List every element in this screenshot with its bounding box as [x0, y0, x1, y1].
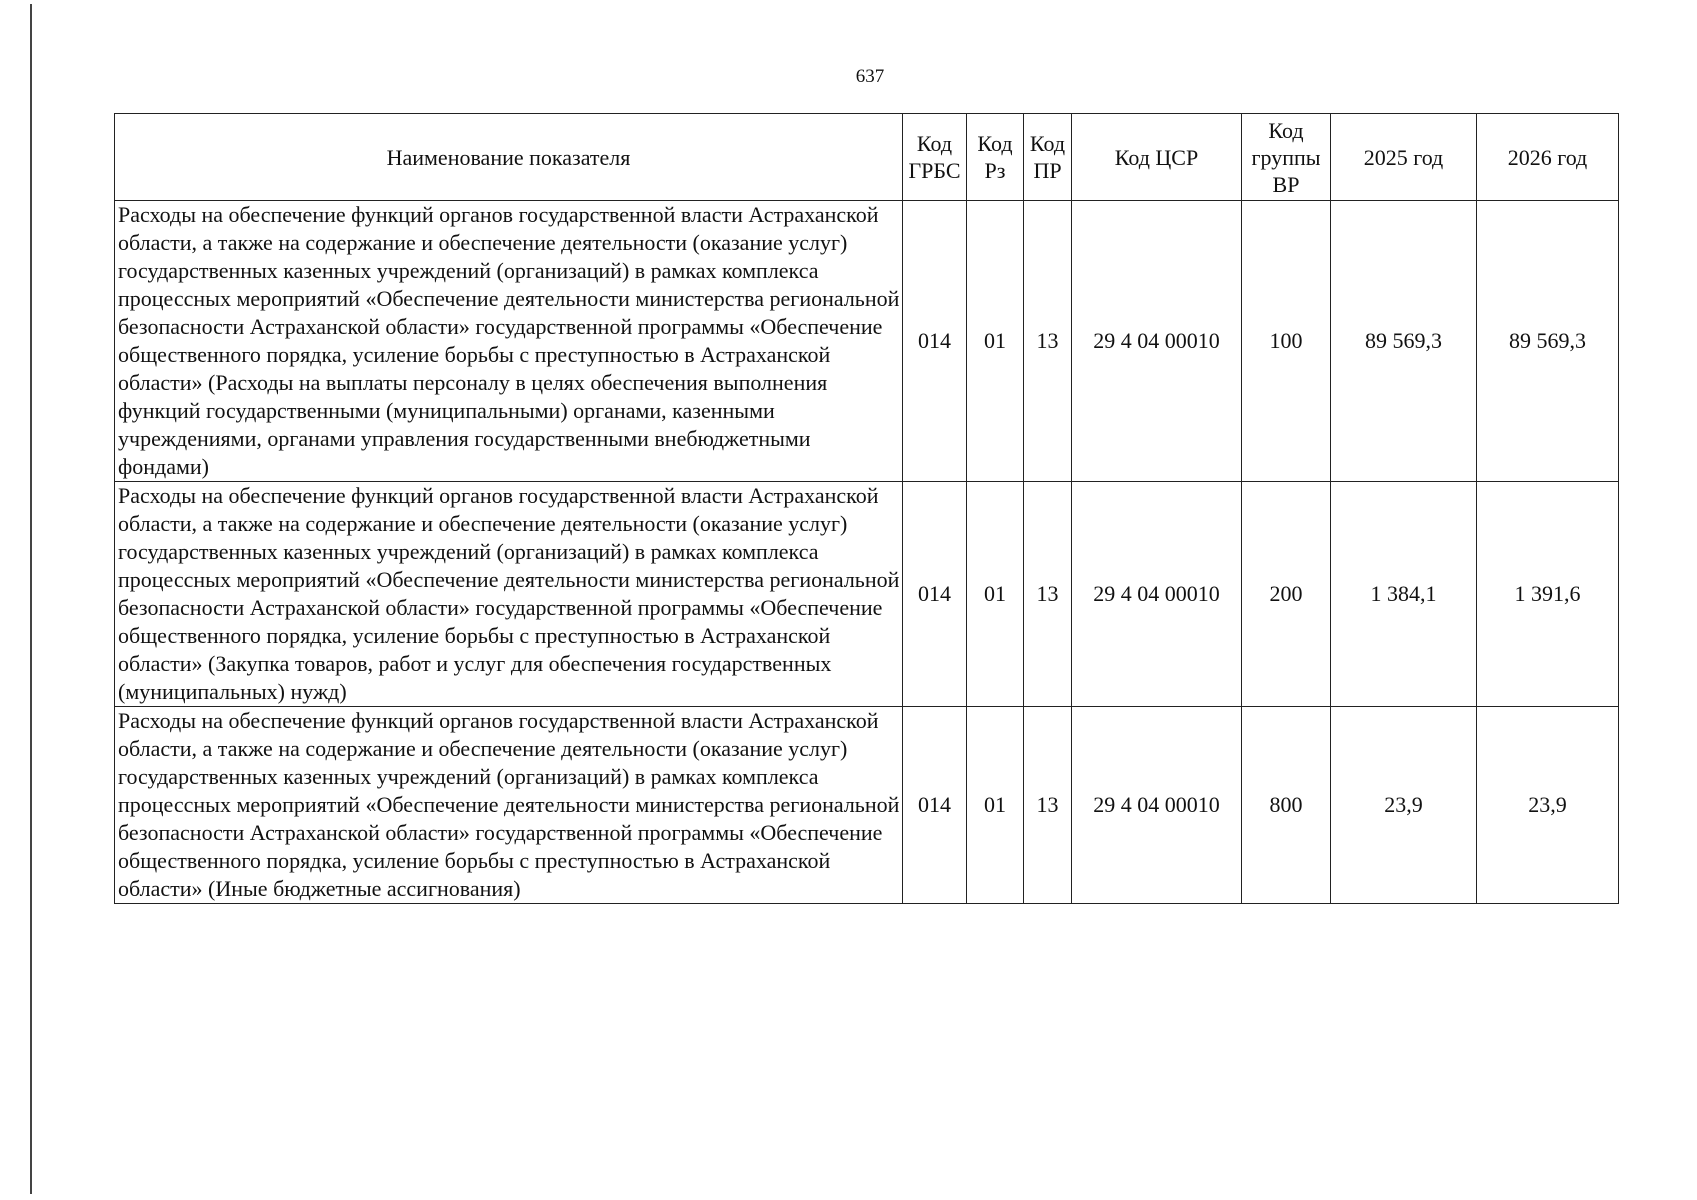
row-pr: 13 [1024, 707, 1072, 904]
row-2026: 89 569,3 [1477, 201, 1619, 482]
table-row [115, 707, 1619, 904]
page-number: 637 [855, 66, 885, 87]
row-grbs: 014 [903, 482, 967, 707]
header-csr: Код ЦСР [1072, 114, 1242, 201]
row-2026: 1 391,6 [1477, 482, 1619, 707]
header-pr: Код ПР [1024, 114, 1072, 201]
row-name: Расходы на обеспечение функций органов государственной власти Астраханской области, а также на содержание и обеспечение деятельности (оказание услуг) государственных казенных учреждений (организаций) в рамках комплекса процессных мероприятий «Обеспечение деятельности министерства региональной безопасности Астраханской области» государственной программы «Обеспечение общественного порядка, усиление борьбы с преступностью в Астраханской области» (Закупка товаров, работ и услуг для обеспечения государственных (муниципальных) нужд) [115, 482, 903, 707]
row-2025: 23,9 [1331, 707, 1477, 904]
row-csr: 29 4 04 00010 [1072, 707, 1242, 904]
row-rz: 01 [967, 707, 1024, 904]
row-rz: 01 [967, 201, 1024, 482]
row-name: Расходы на обеспечение функций органов государственной власти Астраханской области, а также на содержание и обеспечение деятельности (оказание услуг) государственных казенных учреждений (организаций) в рамках комплекса процессных мероприятий «Обеспечение деятельности министерства региональной безопасности Астраханской области» государственной программы «Обеспечение общественного порядка, усиление борьбы с преступностью в Астраханской области» (Иные бюджетные ассигнования) [115, 707, 903, 904]
row-grbs: 014 [903, 201, 967, 482]
row-pr: 13 [1024, 482, 1072, 707]
header-2025: 2025 год [1331, 114, 1477, 201]
header-rz: Код Рз [967, 114, 1024, 201]
row-csr: 29 4 04 00010 [1072, 482, 1242, 707]
row-csr: 29 4 04 00010 [1072, 201, 1242, 482]
row-name: Расходы на обеспечение функций органов государственной власти Астраханской области, а также на содержание и обеспечение деятельности (оказание услуг) государственных казенных учреждений (организаций) в рамках комплекса процессных мероприятий «Обеспечение деятельности министерства региональной безопасности Астраханской области» государственной программы «Обеспечение общественного порядка, усиление борьбы с преступностью в Астраханской области» (Расходы на выплаты персоналу в целях обеспечения выполнения функций государственными (муниципальными) органами, казенными учреждениями, органами управления государственными внебюджетными фондами) [115, 201, 903, 482]
header-2026: 2026 год [1477, 114, 1619, 201]
row-vr: 200 [1242, 482, 1331, 707]
row-vr: 800 [1242, 707, 1331, 904]
row-vr: 100 [1242, 201, 1331, 482]
table-header-row [115, 114, 1619, 201]
header-name: Наименование показателя [115, 114, 903, 201]
header-grbs: Код ГРБС [903, 114, 967, 201]
table-row [115, 201, 1619, 482]
row-rz: 01 [967, 482, 1024, 707]
budget-table [114, 113, 1619, 904]
row-2026: 23,9 [1477, 707, 1619, 904]
header-vr: Код группы ВР [1242, 114, 1331, 201]
binding-margin-line [30, 4, 32, 1194]
row-2025: 1 384,1 [1331, 482, 1477, 707]
table-row [115, 482, 1619, 707]
row-grbs: 014 [903, 707, 967, 904]
row-pr: 13 [1024, 201, 1072, 482]
row-2025: 89 569,3 [1331, 201, 1477, 482]
